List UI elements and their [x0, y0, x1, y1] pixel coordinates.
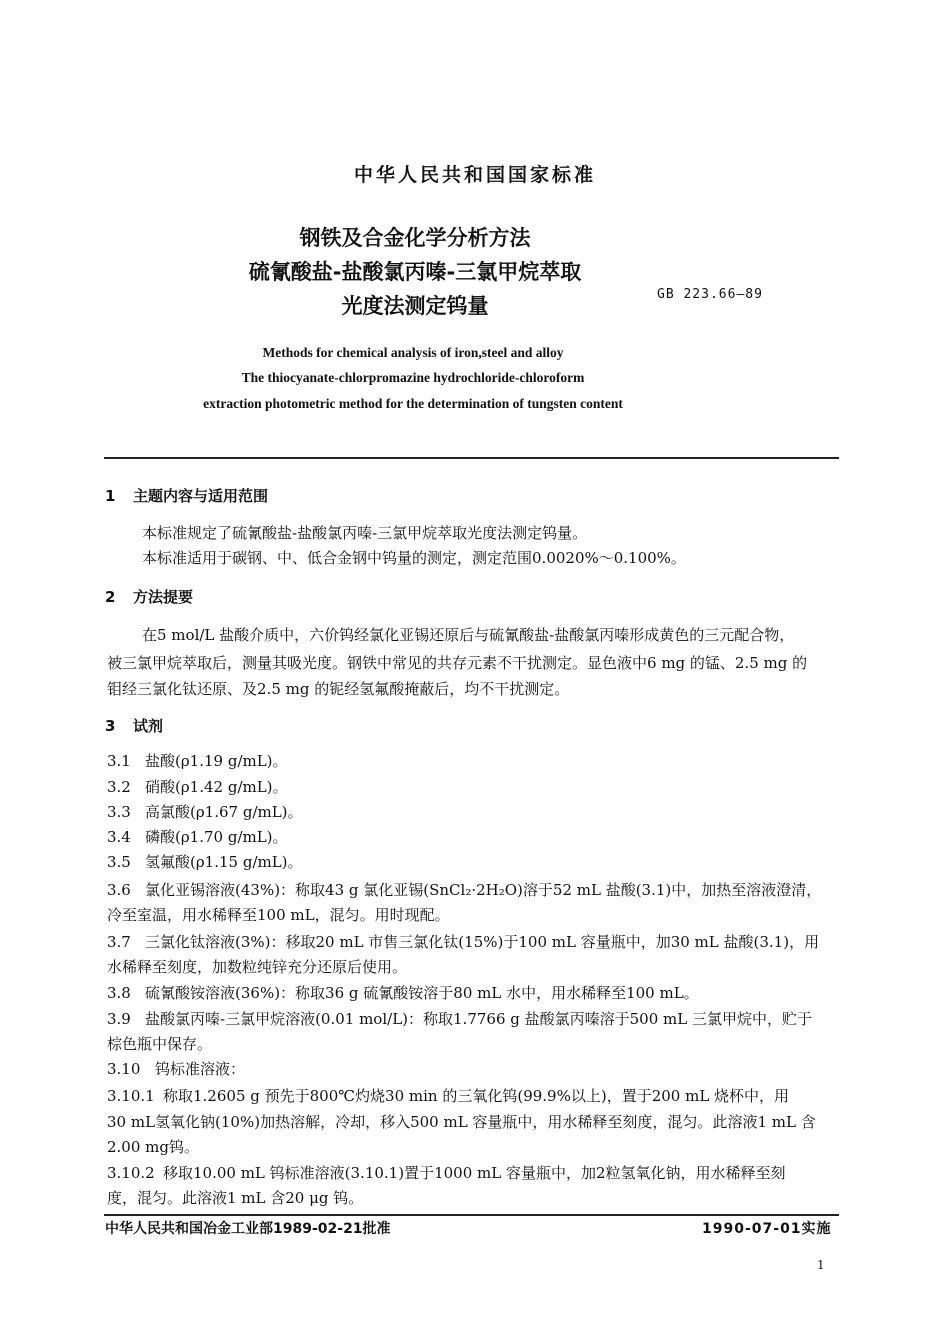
item-number: 3.10.1 — [107, 1087, 155, 1105]
item-text: 高氯酸(ρ1.67 g/mL)。 — [145, 803, 303, 821]
section-3-heading — [105, 717, 163, 735]
effective-date: 1990-07-01实施 — [702, 1221, 832, 1237]
paragraph-line: 钼经三氯化钛还原、及2.5 mg 的铌经氢氟酸掩蔽后，均不干扰测定。 — [107, 680, 570, 698]
item-text: 称取1.2605 g 预先于800℃灼烧30 min 的三氧化钨(99.9%以上)，置于200 mL 烧杯中，用 — [163, 1087, 790, 1105]
item-continuation: 2.00 mg钨。 — [107, 1138, 199, 1156]
paragraph: 本标准规定了硫氰酸盐-盐酸氯丙嗪-三氯甲烷萃取光度法测定钨量。 — [142, 524, 588, 542]
item-number: 3.1 — [107, 752, 131, 770]
reagent-item — [107, 752, 288, 770]
item-text: 硝酸(ρ1.42 g/mL)。 — [145, 778, 288, 796]
reagent-item — [107, 803, 303, 821]
paragraph: 本标准适用于碳钢、中、低合金钢中钨量的测定，测定范围0.0020%～0.100%。 — [142, 549, 686, 567]
item-text: 钨标准溶液： — [155, 1060, 246, 1078]
section-number: 1 — [105, 487, 116, 505]
reagent-item — [107, 1087, 789, 1105]
item-text: 盐酸(ρ1.19 g/mL)。 — [145, 752, 288, 770]
item-number: 3.5 — [107, 853, 131, 871]
item-text: 磷酸(ρ1.70 g/mL)。 — [145, 828, 288, 846]
reagent-item — [107, 1164, 786, 1182]
item-text: 氢氟酸(ρ1.15 g/mL)。 — [145, 853, 303, 871]
header-divider — [104, 457, 839, 459]
approval-text: 中华人民共和国冶金工业部1989-02-21批准 — [105, 1221, 391, 1237]
section-title: 方法提要 — [133, 588, 194, 606]
reagent-item — [107, 1060, 245, 1078]
english-title-line-3: extraction photometric method for the determination of tungsten content — [203, 396, 623, 411]
section-number: 3 — [105, 717, 116, 735]
item-number: 3.10.2 — [107, 1164, 155, 1182]
item-text: 移取10.00 mL 钨标准溶液(3.10.1)置于1000 mL 容量瓶中，加2粒氢氧化钠，用水稀释至刻 — [163, 1164, 786, 1182]
title-line-3: 光度法测定钨量 — [341, 294, 489, 318]
english-title-line-2: The thiocyanate-chlorpromazine hydrochloride-chloroform — [241, 370, 585, 385]
reagent-item — [107, 1010, 812, 1028]
standard-number: GB 223.66—89 — [657, 287, 763, 302]
national-standard-heading: 中华人民共和国国家标准 — [353, 164, 596, 186]
item-number: 3.7 — [107, 933, 131, 951]
title-line-1: 钢铁及合金化学分析方法 — [299, 226, 531, 250]
item-number: 3.8 — [107, 984, 131, 1002]
section-1-heading — [105, 487, 268, 505]
section-title: 试剂 — [133, 717, 164, 735]
item-number: 3.4 — [107, 828, 131, 846]
reagent-item — [107, 828, 288, 846]
item-text: 氯化亚锡溶液(43%)：称取43 g 氯化亚锡(SnCl₂·2H₂O)溶于52 mL 盐酸(3.1)中，加热至溶液澄清， — [145, 881, 822, 899]
reagent-item — [107, 933, 819, 951]
item-text: 盐酸氯丙嗪-三氯甲烷溶液(0.01 mol/L)：称取1.7766 g 盐酸氯丙嗪溶于500 mL 三氯甲烷中，贮于 — [145, 1010, 812, 1028]
item-text: 三氯化钛溶液(3%)：移取20 mL 市售三氯化钛(15%)于100 mL 容量瓶中，加30 mL 盐酸(3.1)，用 — [145, 933, 820, 951]
paragraph-line: 在5 mol/L 盐酸介质中，六价钨经氯化亚锡还原后与硫氰酸盐-盐酸氯丙嗪形成黄色的三元配合物， — [142, 626, 795, 644]
item-number: 3.2 — [107, 778, 131, 796]
item-continuation: 冷至室温，用水稀释至100 mL，混匀。用时现配。 — [107, 906, 450, 924]
title-line-2: 硫氰酸盐-盐酸氯丙嗪-三氯甲烷萃取 — [248, 260, 582, 284]
reagent-item — [107, 984, 699, 1002]
english-title-line-1: Methods for chemical analysis of iron,steel and alloy — [262, 345, 564, 360]
footer-divider — [104, 1214, 839, 1216]
item-continuation: 30 mL氢氧化钠(10%)加热溶解，冷却，移入500 mL 容量瓶中，用水稀释至刻度，混匀。此溶液1 mL 含 — [107, 1113, 816, 1131]
page-number: 1 — [817, 1258, 825, 1272]
item-number: 3.3 — [107, 803, 131, 821]
item-continuation: 水稀释至刻度，加数粒纯锌充分还原后使用。 — [107, 958, 408, 976]
reagent-item — [107, 853, 303, 871]
reagent-item — [107, 881, 821, 899]
section-2-heading — [105, 588, 193, 606]
item-number: 3.9 — [107, 1010, 131, 1028]
section-title: 主题内容与适用范围 — [133, 487, 269, 505]
item-text: 硫氰酸铵溶液(36%)：称取36 g 硫氰酸铵溶于80 mL 水中，用水稀释至100 mL。 — [145, 984, 699, 1002]
item-number: 3.6 — [107, 881, 131, 899]
item-continuation: 棕色瓶中保存。 — [107, 1035, 213, 1053]
item-number: 3.10 — [107, 1060, 141, 1078]
reagent-item — [107, 778, 288, 796]
item-continuation: 度，混匀。此溶液1 mL 含20 μg 钨。 — [107, 1189, 364, 1207]
paragraph-line: 被三氯甲烷萃取后，测量其吸光度。钢铁中常见的共存元素不干扰测定。显色液中6 mg 的锰、2.5 mg 的 — [107, 654, 808, 672]
section-number: 2 — [105, 588, 116, 606]
